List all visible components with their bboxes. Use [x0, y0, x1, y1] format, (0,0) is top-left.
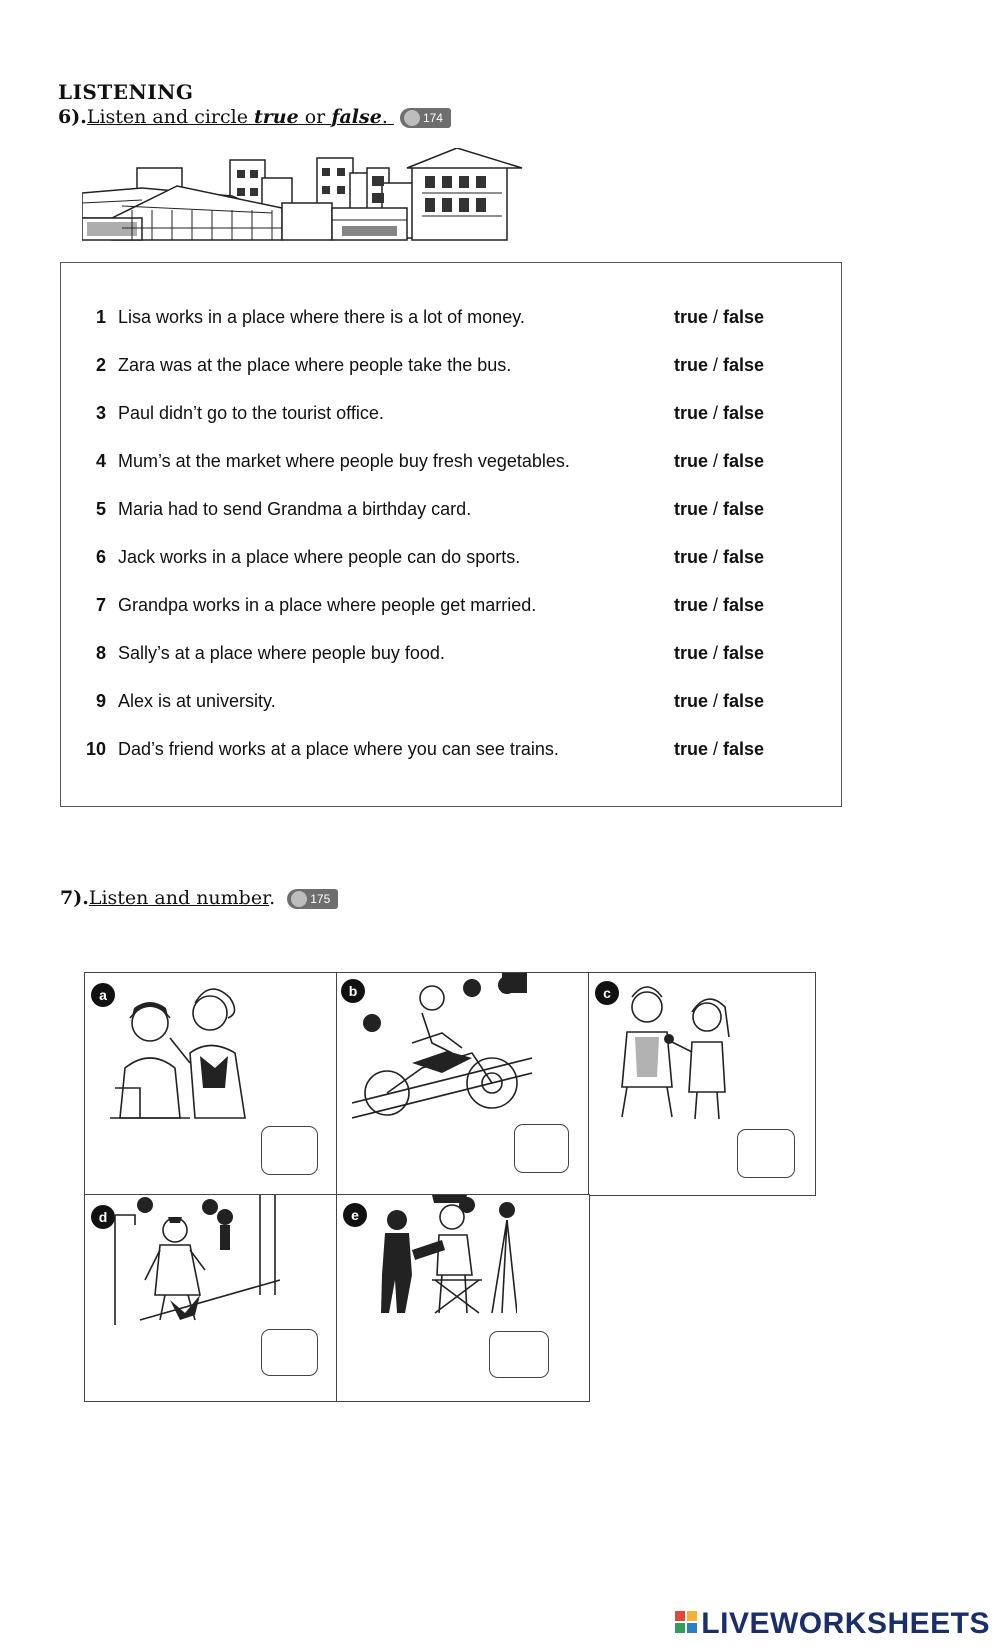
instruction-false: false	[331, 106, 382, 128]
item-number: 2	[95, 355, 106, 375]
exercise7-number: 7).	[60, 887, 89, 909]
liveworksheets-logo	[675, 1607, 990, 1641]
exercise6-instruction-text	[87, 106, 394, 128]
option-false[interactable]: false	[723, 355, 765, 375]
true-false-choice[interactable]	[674, 350, 764, 380]
item-number: 10	[85, 739, 106, 759]
town-buildings-illustration	[82, 148, 532, 250]
picture-cell-e	[336, 1194, 590, 1402]
option-true[interactable]: true	[674, 499, 709, 519]
list-item	[61, 494, 841, 524]
audio-button-174[interactable]	[400, 108, 451, 128]
item-statement: Zara was at the place where people take the bus.	[118, 355, 512, 375]
option-separator: /	[708, 451, 724, 471]
liveworksheets-mark-icon	[675, 1611, 697, 1633]
option-false[interactable]: false	[723, 499, 765, 519]
option-separator: /	[708, 403, 724, 423]
item-number: 5	[95, 499, 106, 519]
option-separator: /	[708, 691, 724, 711]
actor-on-stage-illustration	[110, 1195, 280, 1330]
item-number: 6	[95, 547, 106, 567]
audio-track-number: 174	[422, 111, 443, 125]
list-item	[61, 734, 841, 764]
list-item	[61, 590, 841, 620]
option-false[interactable]: false	[723, 403, 765, 423]
speaker-icon	[404, 110, 420, 126]
item-statement: Sally’s at a place where people buy food.	[118, 643, 445, 663]
option-false[interactable]: false	[723, 643, 765, 663]
option-true[interactable]: true	[674, 739, 709, 759]
item-statement: Lisa works in a place where there is a lot of money.	[118, 307, 525, 327]
answer-box-d[interactable]	[261, 1329, 318, 1376]
item-statement: Grandpa works in a place where people get married.	[118, 595, 537, 615]
item-number: 8	[95, 643, 106, 663]
option-true[interactable]: true	[674, 691, 709, 711]
exercise7-instruction	[60, 887, 338, 909]
item-statement: Maria had to send Grandma a birthday card.	[118, 499, 472, 519]
option-separator: /	[708, 355, 724, 375]
list-item	[61, 350, 841, 380]
option-true[interactable]: true	[674, 451, 709, 471]
instruction-post: .	[381, 106, 388, 128]
item-statement: Dad’s friend works at a place where you can see trains.	[118, 739, 559, 759]
answer-box-e[interactable]	[489, 1331, 549, 1378]
item-number: 9	[95, 691, 106, 711]
true-false-choice[interactable]	[674, 686, 764, 716]
exercise6-number: 6).	[58, 106, 87, 128]
item-statement: Alex is at university.	[118, 691, 276, 711]
list-item	[61, 302, 841, 332]
true-false-choice[interactable]	[674, 590, 764, 620]
picture-cell-a	[84, 972, 338, 1196]
item-number: 3	[95, 403, 106, 423]
film-director-illustration	[367, 1195, 517, 1315]
costume-fitting-illustration	[607, 977, 747, 1122]
picture-cell-d	[84, 1194, 338, 1402]
instruction-pre: Listen and circle	[86, 106, 254, 128]
section-title: LISTENING	[58, 80, 194, 104]
answer-box-b[interactable]	[514, 1124, 569, 1173]
option-separator: /	[708, 499, 724, 519]
item-number: 4	[95, 451, 106, 471]
instruction-true: true	[254, 106, 299, 128]
option-false[interactable]: false	[723, 451, 765, 471]
true-false-choice[interactable]	[674, 542, 764, 572]
option-separator: /	[708, 547, 724, 567]
answer-box-c[interactable]	[737, 1129, 795, 1178]
motorbike-stunt-illustration	[352, 973, 532, 1123]
true-false-choice[interactable]	[674, 398, 764, 428]
option-true[interactable]: true	[674, 403, 709, 423]
item-statement: Paul didn’t go to the tourist office.	[118, 403, 384, 423]
option-false[interactable]: false	[723, 691, 765, 711]
option-true[interactable]: true	[674, 595, 709, 615]
option-true[interactable]: true	[674, 307, 709, 327]
brand-name: LIVEWORKSHEETS	[701, 1607, 990, 1640]
picture-letter: d	[91, 1205, 115, 1229]
picture-letter: c	[595, 981, 619, 1005]
exercise6-instruction	[58, 106, 451, 128]
instruction-mid: or	[298, 106, 332, 128]
option-false[interactable]: false	[723, 547, 765, 567]
item-statement: Mum’s at the market where people buy fresh vegetables.	[118, 451, 570, 471]
option-true[interactable]: true	[674, 643, 709, 663]
list-item	[61, 398, 841, 428]
picture-letter: e	[343, 1203, 367, 1227]
true-false-choice[interactable]	[674, 638, 764, 668]
option-false[interactable]: false	[723, 739, 765, 759]
item-statement: Jack works in a place where people can do sports.	[118, 547, 521, 567]
picture-cell-b	[336, 972, 590, 1196]
picture-letter: a	[91, 983, 115, 1007]
true-false-choice[interactable]	[674, 494, 764, 524]
option-separator: /	[708, 643, 724, 663]
option-true[interactable]: true	[674, 547, 709, 567]
option-separator: /	[708, 307, 724, 327]
option-false[interactable]: false	[723, 307, 765, 327]
true-false-choice[interactable]	[674, 302, 764, 332]
instruction-post: .	[269, 887, 276, 909]
audio-track-number: 175	[310, 892, 331, 906]
option-separator: /	[708, 595, 724, 615]
true-false-box	[60, 262, 842, 807]
list-item	[61, 686, 841, 716]
picture-letter: b	[341, 979, 365, 1003]
item-number: 7	[95, 595, 106, 615]
item-number: 1	[95, 307, 106, 327]
speaker-icon	[291, 891, 307, 907]
option-true[interactable]: true	[674, 355, 709, 375]
true-false-choice[interactable]	[674, 446, 764, 476]
list-item	[61, 446, 841, 476]
picture-cell-c	[588, 972, 816, 1196]
list-item	[61, 542, 841, 572]
option-false[interactable]: false	[723, 595, 765, 615]
list-item	[61, 638, 841, 668]
audio-button-175[interactable]	[287, 889, 338, 909]
option-separator: /	[708, 739, 724, 759]
true-false-choice[interactable]	[674, 734, 764, 764]
makeup-artist-illustration	[100, 978, 260, 1123]
answer-box-a[interactable]	[261, 1126, 318, 1175]
exercise7-instruction-text: Listen and number	[88, 887, 270, 909]
